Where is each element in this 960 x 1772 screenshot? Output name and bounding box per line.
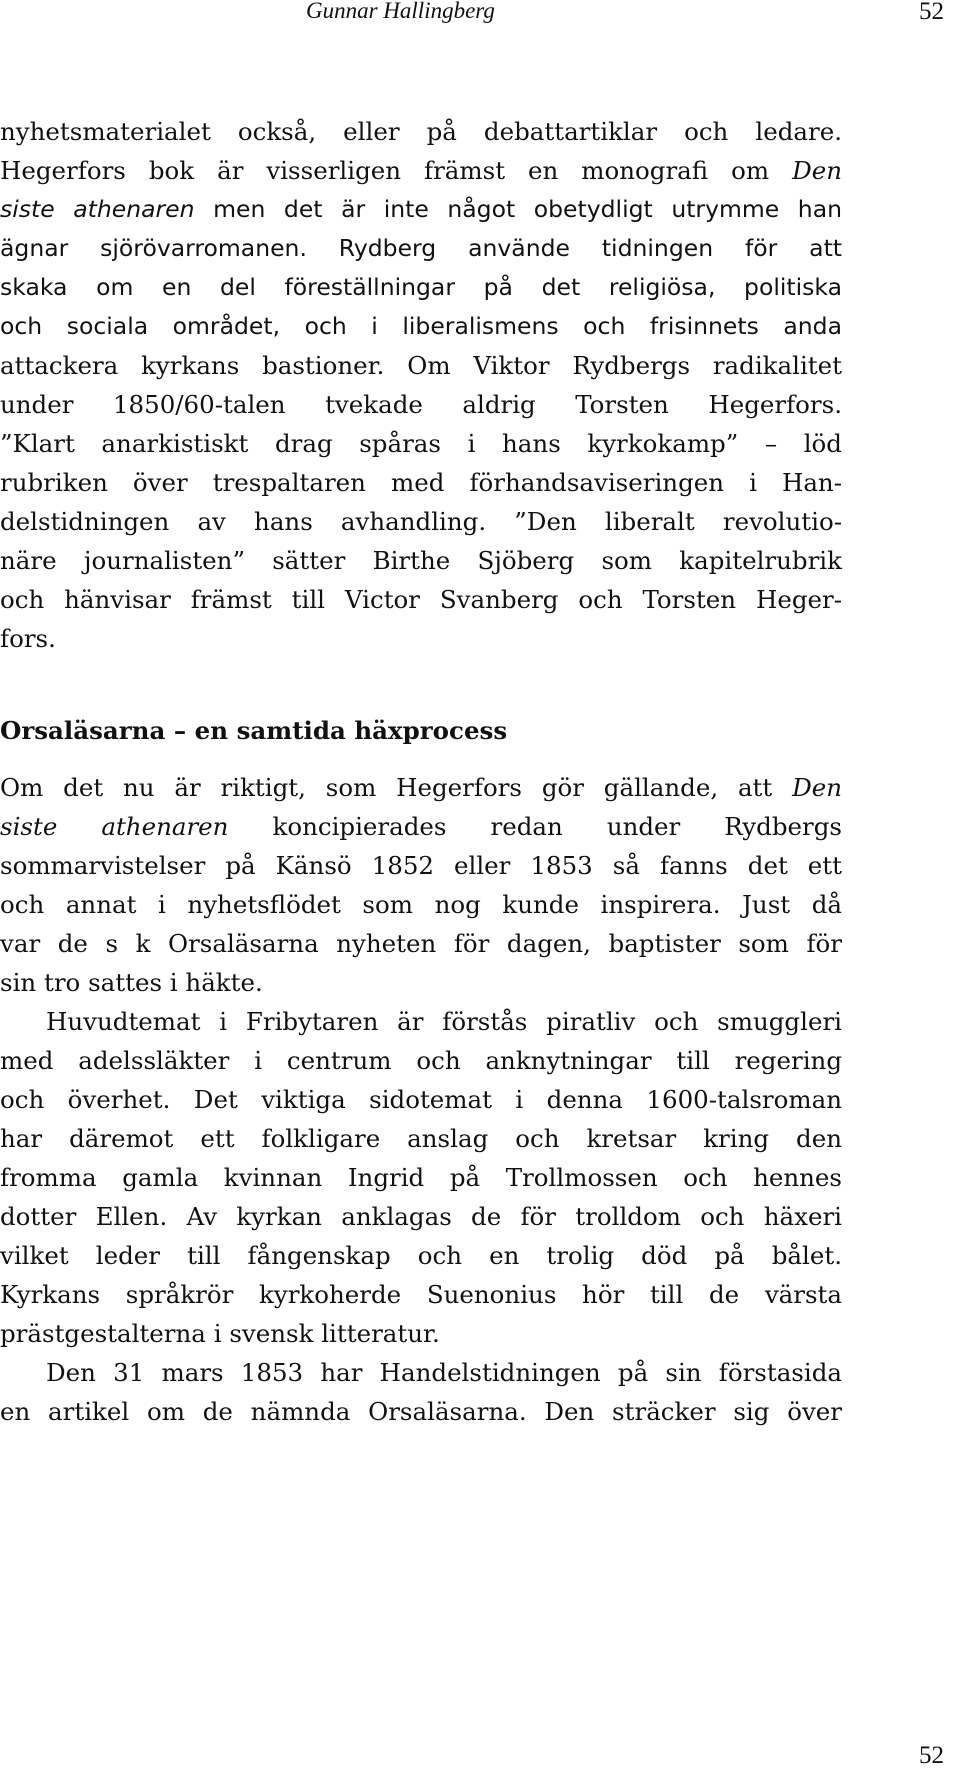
text-line bbox=[0, 1314, 842, 1353]
text-line bbox=[0, 151, 842, 190]
italic-title: Den bbox=[792, 156, 842, 185]
text-line-content: näre journalisten” sätter Birthe Sjöberg som kapitelrubrik bbox=[0, 546, 842, 575]
text-line bbox=[0, 1353, 842, 1392]
italic-title: Den bbox=[792, 773, 842, 802]
text-line bbox=[0, 1002, 842, 1041]
text-line-content: Hegerfors bok är visserligen främst en monografi om bbox=[0, 156, 793, 185]
text-line bbox=[0, 1197, 842, 1236]
text-line-content: med adelssläkter i centrum och anknytningar till regering bbox=[0, 1046, 842, 1075]
paragraph-3 bbox=[0, 1002, 842, 1353]
text-line-content: delstidningen av hans avhandling. ”Den liberalt revolutio- bbox=[0, 507, 842, 536]
text-line bbox=[0, 846, 842, 885]
text-line-content: en artikel om de nämnda Orsaläsarna. Den sträcker sig över bbox=[0, 1397, 842, 1426]
text-line bbox=[0, 580, 842, 619]
running-header-author: Gunnar Hallingberg bbox=[306, 0, 495, 23]
text-line-content: vilket leder till fångenskap och en trolig död på bålet. bbox=[0, 1241, 842, 1270]
text-line bbox=[0, 1080, 842, 1119]
text-line bbox=[0, 385, 842, 424]
text-line-content: var de s k Orsaläsarna nyheten för dagen, baptister som för bbox=[0, 929, 842, 958]
section-body bbox=[0, 768, 842, 1431]
text-line-content: Kyrkans språkrör kyrkoherde Suenonius hör till de värsta bbox=[0, 1280, 842, 1309]
text-line bbox=[0, 1158, 842, 1197]
text-line bbox=[0, 924, 842, 963]
text-line bbox=[0, 424, 842, 463]
text-line-content: Om det nu är riktigt, som Hegerfors gör gällande, att bbox=[0, 773, 793, 802]
paragraph-1 bbox=[0, 112, 842, 658]
text-line bbox=[0, 1119, 842, 1158]
text-line-content: har däremot ett folkligare anslag och kretsar kring den bbox=[0, 1124, 842, 1153]
text-line-content: sin tro sattes i häkte. bbox=[0, 968, 263, 997]
text-line-content: fors. bbox=[0, 624, 56, 653]
text-line-content: sommarvistelser på Känsö 1852 eller 1853 så fanns det ett bbox=[0, 851, 842, 880]
text-line-content: attackera kyrkans bastioner. Om Viktor Rydbergs radikalitet bbox=[0, 351, 842, 380]
paragraph-4 bbox=[0, 1353, 842, 1431]
text-line bbox=[0, 502, 842, 541]
text-line bbox=[0, 190, 842, 229]
text-line bbox=[0, 768, 842, 807]
text-line-content: nyhetsmaterialet också, eller på debattartiklar och ledare. bbox=[0, 117, 842, 146]
text-line-content: under 1850/60-talen tvekade aldrig Torsten Hegerfors. bbox=[0, 390, 842, 419]
text-line bbox=[0, 346, 842, 385]
italic-title: siste athenaren bbox=[0, 812, 229, 841]
text-line-content: ägnar sjörövarromanen. Rydberg använde tidningen för att bbox=[0, 234, 842, 262]
text-line-content: Huvudtemat i Fribytaren är förstås piratliv och smuggleri bbox=[46, 1007, 842, 1036]
text-line-content: men det är inte något obetydligt utrymme han bbox=[194, 195, 842, 223]
paragraph-2 bbox=[0, 768, 842, 1002]
section-heading: Orsaläsarna – en samtida häxprocess bbox=[0, 716, 508, 745]
text-line-content: dotter Ellen. Av kyrkan anklagas de för trolldom och häxeri bbox=[0, 1202, 842, 1231]
text-line-content: och hänvisar främst till Victor Svanberg och Torsten Heger- bbox=[0, 585, 842, 614]
text-line bbox=[0, 112, 842, 151]
text-line bbox=[0, 229, 842, 268]
text-line-content: skaka om en del föreställningar på det religiösa, politiska bbox=[0, 273, 842, 301]
text-line bbox=[0, 463, 842, 502]
text-line bbox=[0, 307, 842, 346]
running-header-page-number: 52 bbox=[919, 0, 944, 25]
text-line bbox=[0, 1392, 842, 1431]
text-line-content: Den 31 mars 1853 har Handelstidningen på sin förstasida bbox=[46, 1358, 842, 1387]
running-header bbox=[0, 0, 960, 30]
text-line-content: och överhet. Det viktiga sidotemat i denna 1600-talsroman bbox=[0, 1085, 842, 1114]
text-line-content: fromma gamla kvinnan Ingrid på Trollmossen och hennes bbox=[0, 1163, 842, 1192]
text-line bbox=[0, 1275, 842, 1314]
footer-page-number: 52 bbox=[919, 1742, 944, 1769]
italic-title: siste athenaren bbox=[0, 195, 195, 223]
text-line-content: och annat i nyhetsflödet som nog kunde inspirera. Just då bbox=[0, 890, 842, 919]
text-line bbox=[0, 1041, 842, 1080]
text-line-content: prästgestalterna i svensk litteratur. bbox=[0, 1319, 440, 1348]
text-line bbox=[0, 963, 842, 1002]
text-line bbox=[0, 541, 842, 580]
text-line bbox=[0, 619, 842, 658]
text-line bbox=[0, 807, 842, 846]
text-line-content: ”Klart anarkistiskt drag spåras i hans kyrkokamp” – löd bbox=[0, 429, 842, 458]
text-line bbox=[0, 885, 842, 924]
text-line bbox=[0, 268, 842, 307]
text-line-content: rubriken över trespaltaren med förhandsaviseringen i Han- bbox=[0, 468, 842, 497]
text-line-content: koncipierades redan under Rydbergs bbox=[228, 812, 842, 841]
text-line-content: och sociala området, och i liberalismens och frisinnets anda bbox=[0, 312, 842, 340]
text-line bbox=[0, 1236, 842, 1275]
